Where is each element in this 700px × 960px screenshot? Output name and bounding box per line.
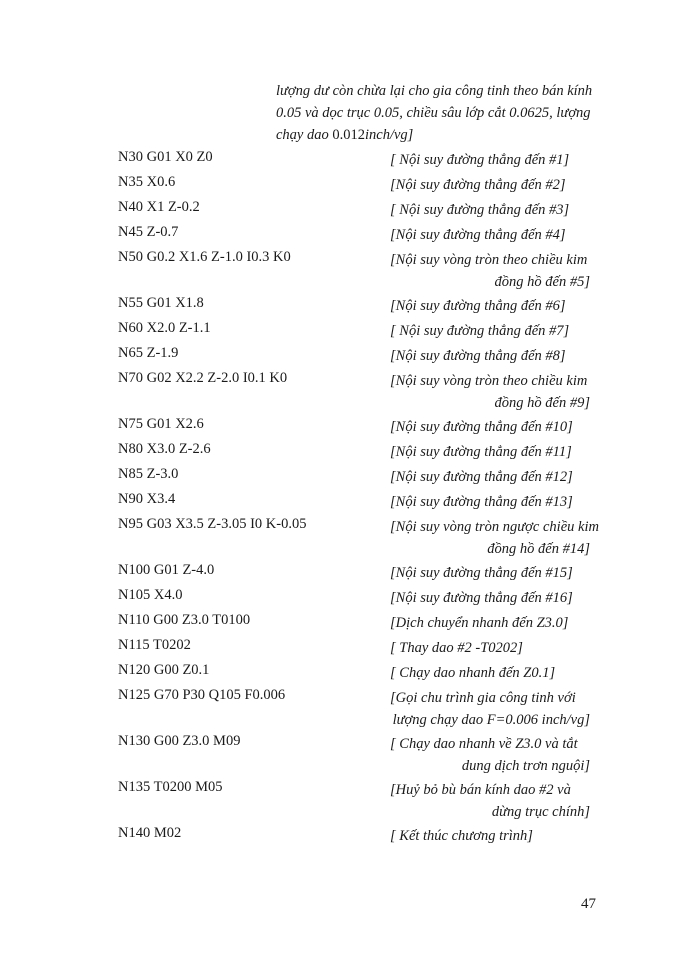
program-comment xyxy=(390,779,600,823)
intro-line-3-a: chạy dao xyxy=(276,127,333,143)
program-comment-line: dung dịch trơn nguội] xyxy=(461,758,590,774)
program-comment-line: [Nội suy vòng tròn theo chiều kim xyxy=(390,373,588,389)
program-comment xyxy=(390,174,600,196)
intro-line-3-b: 0.012 xyxy=(332,127,365,143)
program-comment-line: [Huỷ bỏ bù bán kính dao #2 và xyxy=(390,782,571,798)
program-comment-line: [ Nội suy đường thẳng đến #3] xyxy=(390,202,570,218)
program-comment-line: [ Kết thúc chương trình] xyxy=(390,828,533,844)
program-code: N135 T0200 M05 xyxy=(118,779,223,795)
program-code: N40 X1 Z-0.2 xyxy=(118,199,200,215)
program-code: N55 G01 X1.8 xyxy=(118,295,204,311)
program-comment-line: [Nội suy vòng tròn ngược chiều kim xyxy=(390,519,599,535)
program-comment-line: [ Chạy dao nhanh đến Z0.1] xyxy=(390,665,556,681)
program-comment xyxy=(390,587,600,609)
program-comment-line: [Nội suy đường thẳng đến #4] xyxy=(390,227,566,243)
program-code: N90 X3.4 xyxy=(118,491,176,507)
program-code: N115 T0202 xyxy=(118,637,191,653)
program-comment-line: [Nội suy đường thẳng đến #10] xyxy=(390,419,573,435)
program-code: N130 G00 Z3.0 M09 xyxy=(118,733,241,749)
program-comment-line: [Nội suy đường thẳng đến #15] xyxy=(390,565,573,581)
program-code: N125 G70 P30 Q105 F0.006 xyxy=(118,687,286,703)
program-code: N65 Z-1.9 xyxy=(118,345,179,361)
program-comment xyxy=(390,295,600,317)
program-comment-line: đồng hồ đến #9] xyxy=(494,395,590,411)
program-comment-line: [Nội suy đường thẳng đến #12] xyxy=(390,469,573,485)
program-comment xyxy=(390,825,600,847)
intro-line-2: 0.05 và dọc trục 0.05, chiều sâu lớp cắt 0.0625, lượng xyxy=(276,105,591,121)
program-comment-line: [Nội suy vòng tròn theo chiều kim xyxy=(390,252,588,268)
program-code: N50 G0.2 X1.6 Z-1.0 I0.3 K0 xyxy=(118,249,291,265)
intro-line-1: lượng dư còn chừa lại cho gia công tinh theo bán kính xyxy=(276,83,593,99)
program-comment-line: [ Nội suy đường thẳng đến #1] xyxy=(390,152,570,168)
program-code: N105 X4.0 xyxy=(118,587,183,603)
program-comment xyxy=(390,637,600,659)
program-comment-line: [Nội suy đường thẳng đến #2] xyxy=(390,177,566,193)
program-comment xyxy=(390,612,600,634)
program-comment xyxy=(390,370,600,414)
program-comment-line: đồng hồ đến #14] xyxy=(487,541,590,557)
program-comment xyxy=(390,466,600,488)
program-code: N100 G01 Z-4.0 xyxy=(118,562,215,578)
program-comment xyxy=(390,249,600,293)
program-comment-line: [Nội suy đường thẳng đến #11] xyxy=(390,444,572,460)
program-comment-line: [Nội suy đường thẳng đến #6] xyxy=(390,298,566,314)
program-comment xyxy=(390,687,600,731)
program-comment xyxy=(390,662,600,684)
program-code: N35 X0.6 xyxy=(118,174,176,190)
program-comment xyxy=(390,345,600,367)
program-code: N60 X2.0 Z-1.1 xyxy=(118,320,211,336)
program-comment-line: đồng hồ đến #5] xyxy=(494,274,590,290)
program-comment xyxy=(390,733,600,777)
program-comment-line: dừng trục chính] xyxy=(491,804,590,820)
program-comment-line: [ Nội suy đường thẳng đến #7] xyxy=(390,323,570,339)
program-comment-line: [Gọi chu trình gia công tinh với xyxy=(390,690,576,706)
program-comment-line: lượng chạy dao F=0.006 inch/vg] xyxy=(392,712,590,728)
program-comment xyxy=(390,149,600,171)
program-comment xyxy=(390,224,600,246)
program-comment-line: [ Thay dao #2 -T0202] xyxy=(390,640,523,656)
program-comment xyxy=(390,199,600,221)
program-comment-line: [Dịch chuyển nhanh đến Z3.0] xyxy=(390,615,569,631)
intro-line-3-c: inch/vg] xyxy=(365,127,414,143)
program-comment xyxy=(390,441,600,463)
program-code: N75 G01 X2.6 xyxy=(118,416,204,432)
program-comment-line: [Nội suy đường thẳng đến #8] xyxy=(390,348,566,364)
program-code: N95 G03 X3.5 Z-3.05 I0 K-0.05 xyxy=(118,516,307,532)
program-code: N45 Z-0.7 xyxy=(118,224,179,240)
program-code: N120 G00 Z0.1 xyxy=(118,662,210,678)
intro-line-3 xyxy=(276,124,596,146)
program-code: N85 Z-3.0 xyxy=(118,466,179,482)
program-comment-line: [Nội suy đường thẳng đến #16] xyxy=(390,590,573,606)
program-code: N140 M02 xyxy=(118,825,182,841)
intro-paragraph xyxy=(276,80,596,146)
program-comment xyxy=(390,562,600,584)
program-comment xyxy=(390,416,600,438)
program-comment xyxy=(390,320,600,342)
program-comment xyxy=(390,516,600,560)
program-comment-line: [ Chạy dao nhanh về Z3.0 và tắt xyxy=(390,736,578,752)
program-code: N30 G01 X0 Z0 xyxy=(118,149,213,165)
page-number: 47 xyxy=(581,896,596,912)
program-code: N80 X3.0 Z-2.6 xyxy=(118,441,211,457)
program-comment-line: [Nội suy đường thẳng đến #13] xyxy=(390,494,573,510)
program-code: N70 G02 X2.2 Z-2.0 I0.1 K0 xyxy=(118,370,288,386)
program-comment xyxy=(390,491,600,513)
program-code: N110 G00 Z3.0 T0100 xyxy=(118,612,251,628)
